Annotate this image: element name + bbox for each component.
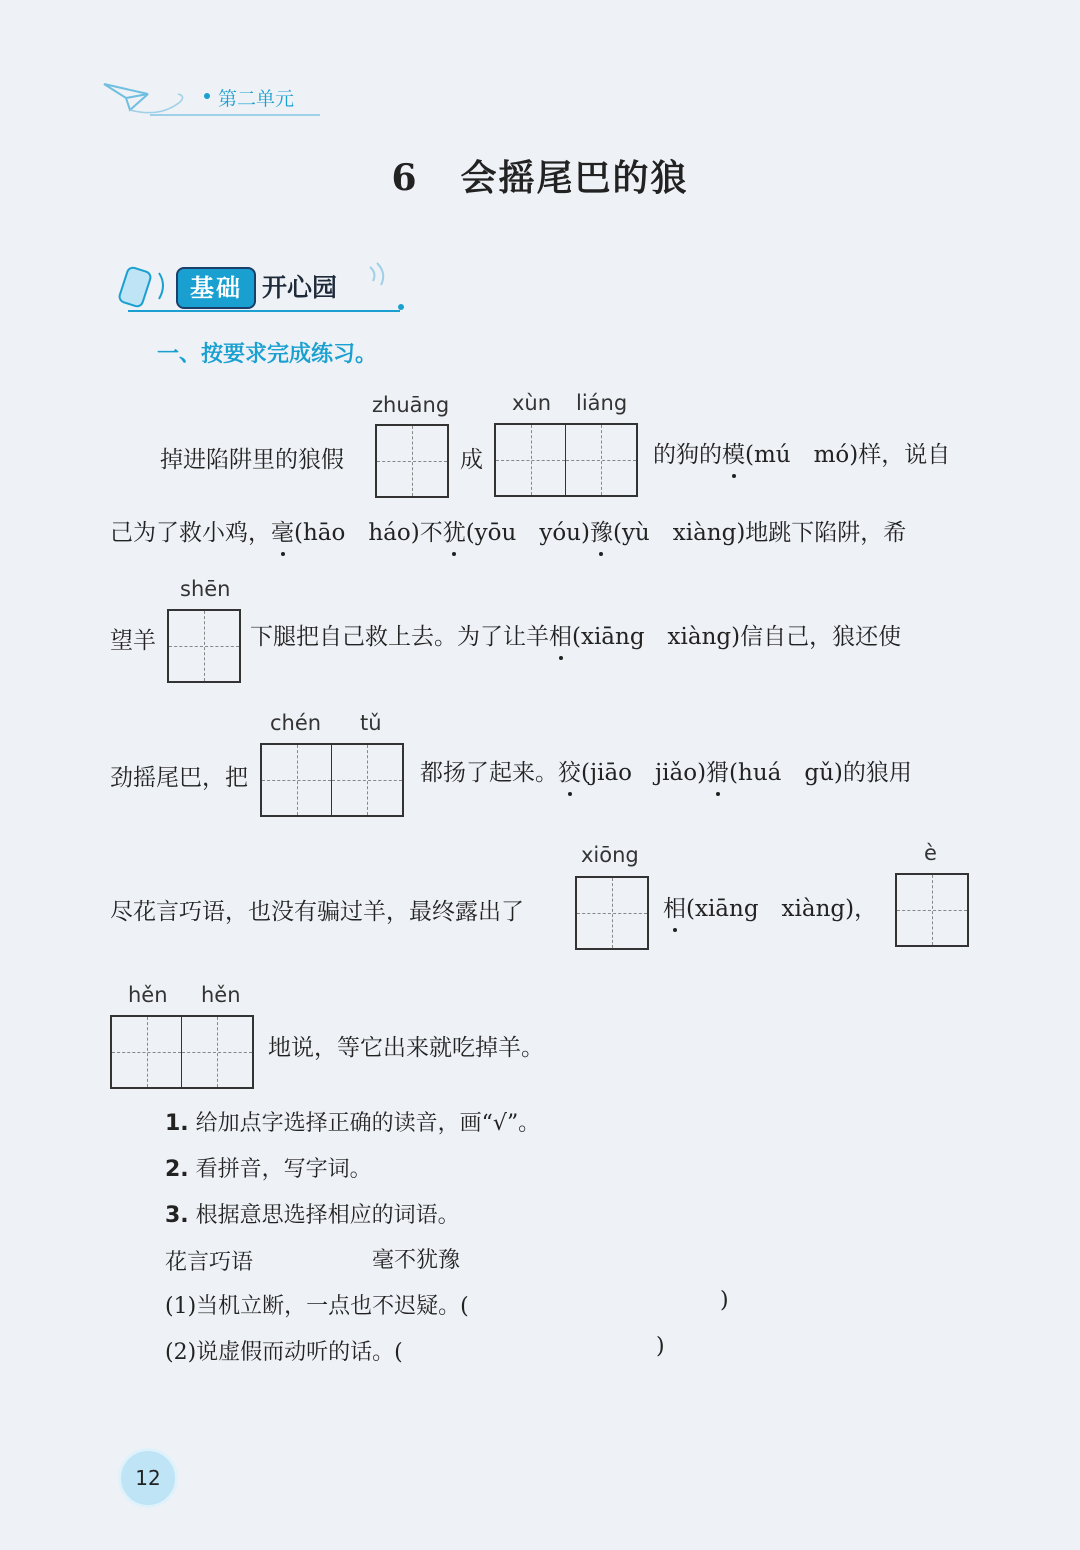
line3-text-b: 下腿把自己救上去。为了让羊相(xiāng xiàng)信自己，狼还使 — [250, 624, 902, 650]
word-choice-1: 花言巧语 — [165, 1250, 254, 1275]
item-1-answer[interactable] — [515, 1286, 720, 1316]
pinyin-hen-1: hěn — [128, 983, 168, 1007]
page-number: 12 — [118, 1448, 178, 1508]
pinyin-zhuang: zhuāng — [372, 393, 450, 417]
exercise-title: 一、按要求完成练习。 — [157, 342, 378, 367]
lesson-name: 会摇尾巴的狼 — [460, 157, 689, 199]
answer-grid-zhuang[interactable] — [375, 424, 449, 498]
item-2-close: ) — [656, 1334, 665, 1359]
pinyin-xun: xùn — [512, 391, 552, 415]
answer-grid-chentu[interactable] — [260, 743, 404, 817]
line2-text: 己为了救小鸡，毫(hāo háo)不犹(yōu yóu)豫(yù xiàng)地跳下陷阱，希 — [110, 520, 907, 546]
line5-text-b: 相(xiāng xiàng)， — [663, 896, 878, 922]
lesson-number: 6 — [391, 157, 419, 199]
line5-text-a: 尽花言巧语，也没有骗过羊，最终露出了 — [110, 899, 524, 925]
answer-grid-xiong[interactable] — [575, 876, 649, 950]
answer-grid-shen[interactable] — [167, 609, 241, 683]
item-1-text: (1)当机立断，一点也不迟疑。( — [165, 1294, 469, 1319]
line1-text-b: 成 — [460, 447, 483, 473]
answer-grid-e[interactable] — [895, 873, 969, 947]
line3-text-a: 望羊 — [110, 628, 156, 654]
question-1: 1. 给加点字选择正确的读音，画“√”。 — [165, 1111, 541, 1136]
pinyin-e: è — [924, 841, 937, 865]
unit-label: 第二单元 — [218, 88, 295, 110]
answer-grid-henhen[interactable] — [110, 1015, 254, 1089]
section-badge: 基础 — [176, 267, 256, 309]
pinyin-tu: tǔ — [360, 711, 382, 735]
line4-text-a: 劲摇尾巴，把 — [110, 765, 248, 791]
line6-text: 地说，等它出来就吃掉羊。 — [268, 1035, 544, 1061]
unit-underline — [150, 114, 320, 116]
unit-dot — [204, 93, 210, 99]
pinyin-xiong: xiōng — [581, 843, 639, 867]
item-2-text: (2)说虚假而动听的话。( — [165, 1340, 403, 1365]
pinyin-chen: chén — [270, 711, 322, 735]
answer-grid-xunliang[interactable] — [494, 423, 638, 497]
item-2-answer[interactable] — [450, 1332, 655, 1362]
line1-text-a: 掉进陷阱里的狼假 — [160, 447, 344, 473]
section-name: 开心园 — [262, 273, 338, 302]
question-3: 3. 根据意思选择相应的词语。 — [165, 1203, 460, 1228]
line1-text-c: 的狗的模(mú mó)样，说自 — [653, 442, 951, 468]
lesson-title — [0, 150, 1080, 201]
word-choice-2: 毫不犹豫 — [372, 1248, 461, 1273]
item-1-close: ) — [720, 1288, 729, 1313]
pinyin-hen-2: hěn — [201, 983, 241, 1007]
section-underline — [128, 310, 400, 312]
line4-text-b: 都扬了起来。狡(jiāo jiǎo)猾(huá gǔ)的狼用 — [420, 760, 912, 786]
pinyin-liang: liáng — [576, 391, 628, 415]
pinyin-shen: shēn — [180, 577, 231, 601]
question-2: 2. 看拼音，写字词。 — [165, 1157, 372, 1182]
